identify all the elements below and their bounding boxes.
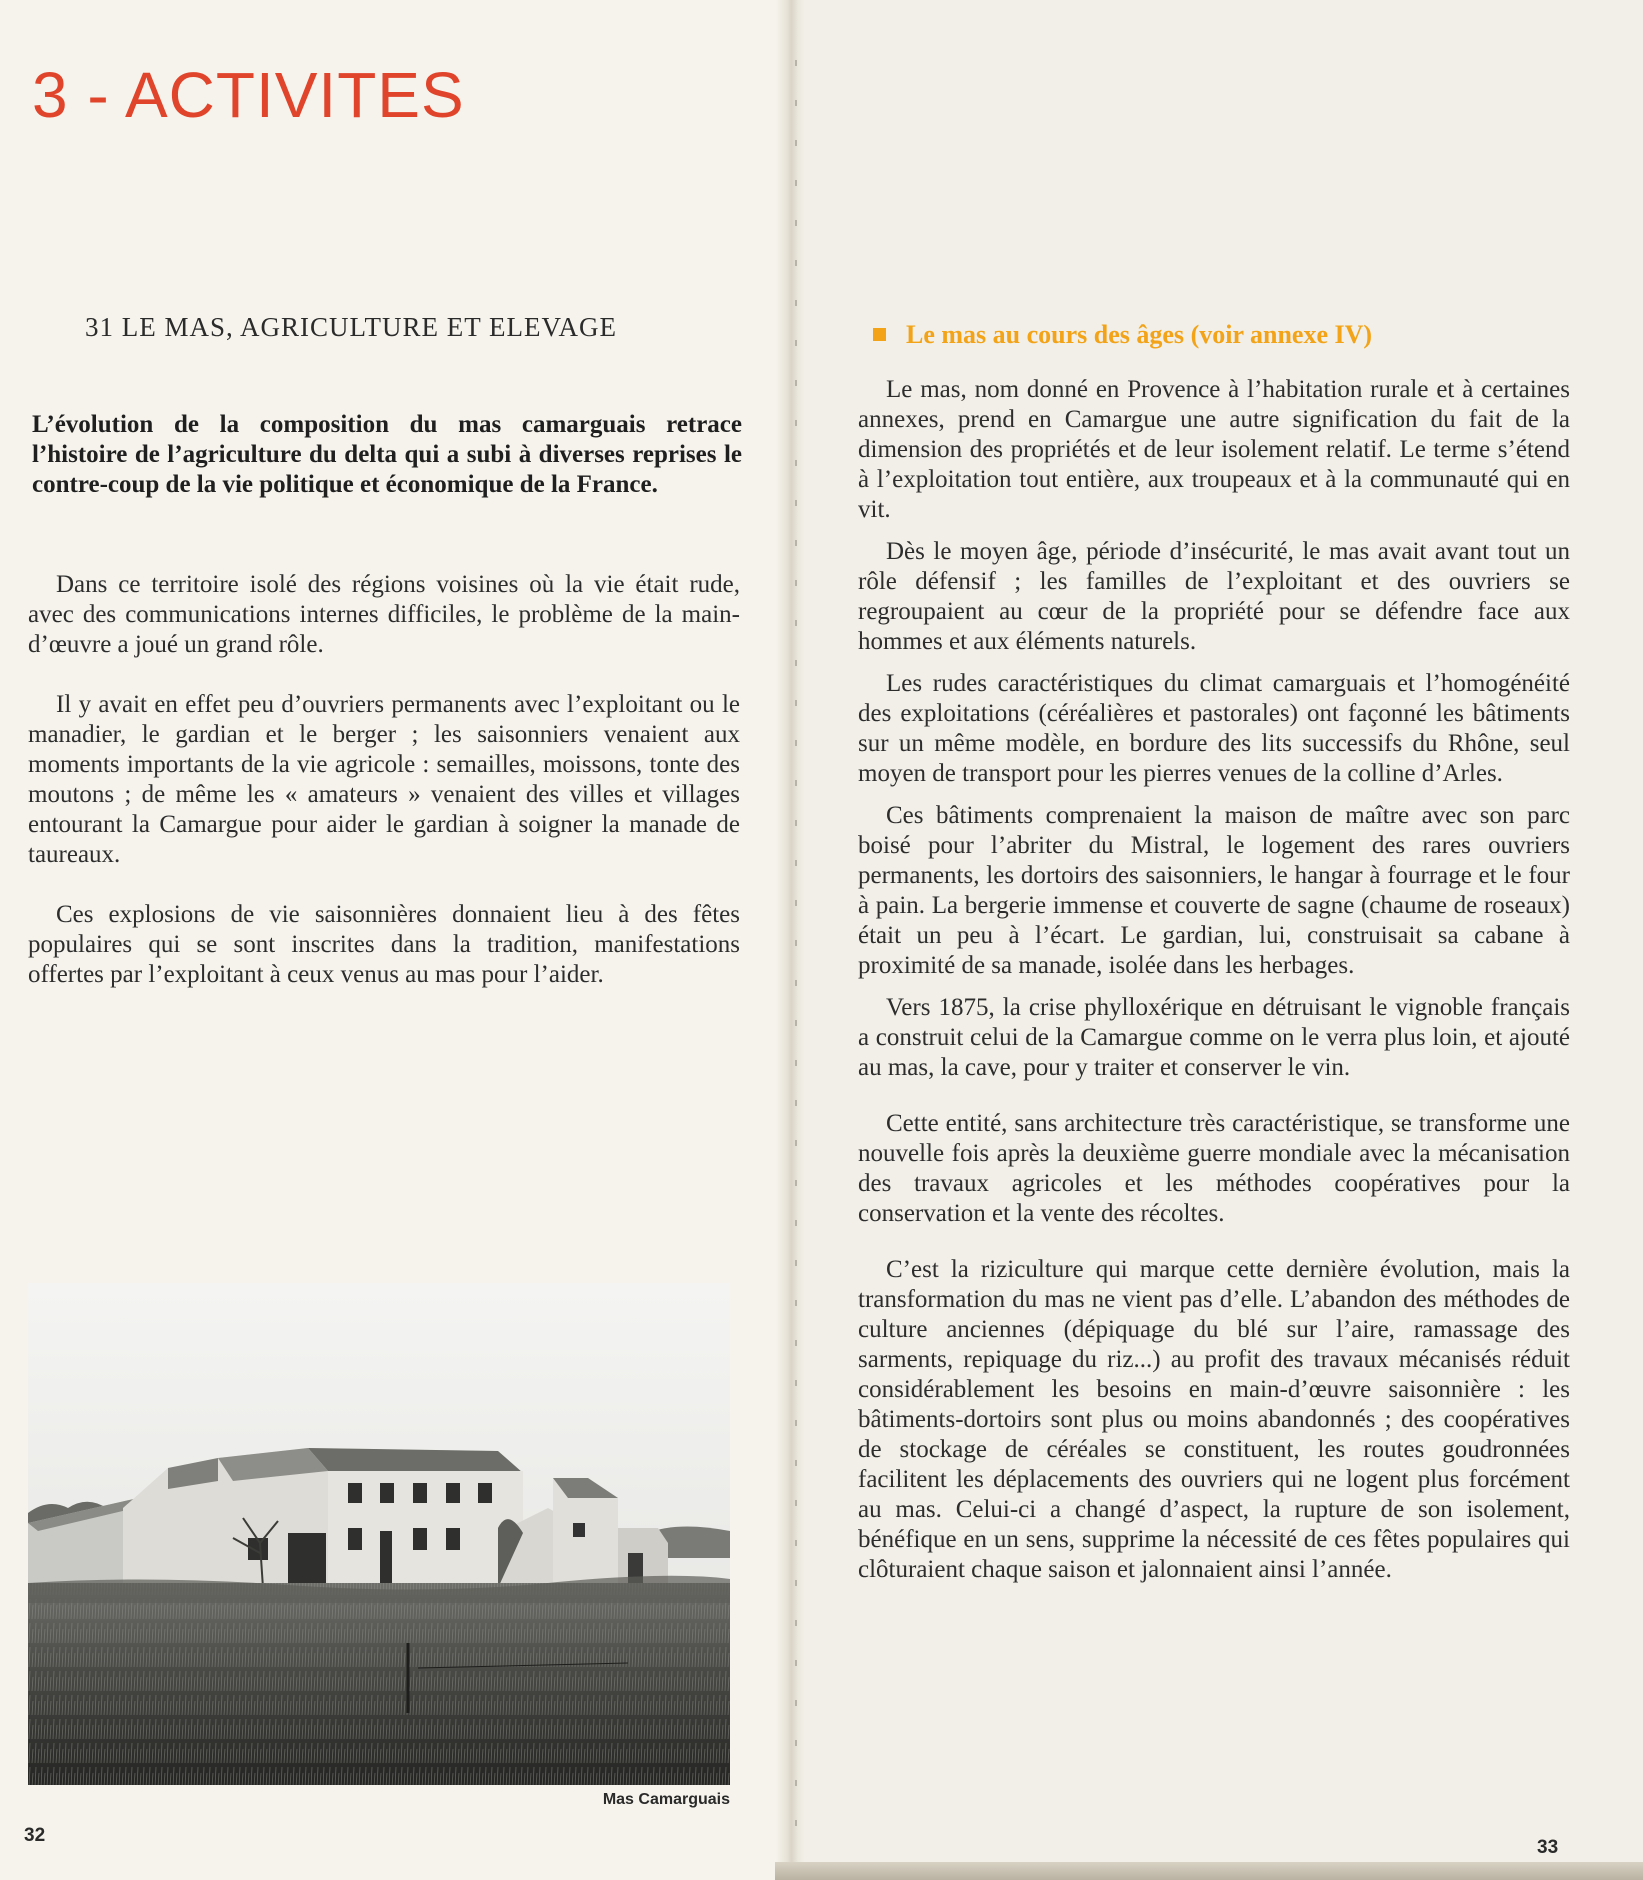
page-number-right: 33 [1537, 1837, 1559, 1858]
binding-marks [795, 60, 797, 1860]
page-number-left: 32 [24, 1825, 46, 1846]
right-body-text [858, 375, 1570, 1597]
subsection-heading: 31 LE MAS, AGRICULTURE ET ELEVAGE [85, 312, 618, 342]
right-heading [873, 320, 1372, 350]
left-body-text [28, 570, 740, 1020]
page-edge [775, 1862, 1643, 1880]
paragraph: Dès le moyen âge, période d’insécurité, le mas avait avant tout un rôle défensif ; les familles de l’exploitant et des ouvriers se regroupaient au cœur de la propriété pour se défendre face aux hommes et aux éléments naturels. [858, 538, 1570, 655]
paragraph: Ces explosions de vie saisonnières donnaient lieu à des fêtes populaires qui se sont inscrites dans la tradition, manifestations offertes par l’exploitant à ceux venus au mas pour l’aider. [28, 901, 740, 988]
photo-caption: Mas Camarguais [602, 1791, 730, 1808]
paragraph: C’est la riziculture qui marque cette dernière évolution, mais la transformation du mas ne vient pas d’elle. L’abandon des méthodes de culture anciennes (dépiquage du blé sur l’aire, ramassage des sarments, repiquage du riz...) au profit des travaux mécanisés réduit considérablement les besoins en main-d’œuvre saisonnière : les bâtiments-dortoirs sont plus ou moins abandonnés ; des coopératives de stockage de céréales se constituent, les routes goudronnées facilitent les déplacements des ouvriers qui ne logent plus forcément au mas. Celui-ci a changé d’aspect, la rupture de son isolement, bénéfique en un sens, supprime la nécessité de ces fêtes populaires qui clôturaient chaque saison et jalonnaient ainsi l’année. [858, 1256, 1570, 1583]
paragraph: Dans ce territoire isolé des régions voisines où la vie était rude, avec des communications internes difficiles, le problème de la main-d’œuvre a joué un grand rôle. [28, 571, 740, 658]
lead-paragraph: L’évolution de la composition du mas camarguais retrace l’histoire de l’agriculture du delta qui a subi à diverses reprises le contre-coup de la vie politique et économique de la France. [32, 411, 742, 498]
book-gutter [776, 0, 804, 1880]
right-heading-title: Le mas au cours des âges [906, 320, 1185, 349]
section-heading: 3 - ACTIVITES [32, 59, 465, 131]
paragraph: Il y avait en effet peu d’ouvriers permanents avec l’exploitant ou le manadier, le gardian et le berger ; les saisonniers venaient aux moments importants de la vie agricole : semailles, moissons, tonte des moutons ; de même les « amateurs » venaient des villes et villages entourant la Camargue pour aider le gardian à soigner la manade de taureaux. [28, 691, 740, 868]
mas-photo [28, 1283, 730, 1785]
right-heading-reference: (voir annexe IV) [1190, 320, 1373, 349]
paragraph: Vers 1875, la crise phylloxérique en détruisant le vignoble français a construit celui de la Camargue comme on le verra plus loin, et ajouté au mas, la cave, pour y traiter et conserver le vin. [858, 994, 1570, 1081]
left-page [0, 0, 790, 1880]
square-bullet-icon [873, 328, 886, 341]
paragraph: Les rudes caractéristiques du climat camarguais et l’homogénéité des exploitations (céréalières et pastorales) ont façonné les bâtiments sur un même modèle, en bordure des lits successifs du Rhône, seul moyen de transport pour les pierres venues de la colline d’Arles. [858, 670, 1570, 787]
paragraph: Le mas, nom donné en Provence à l’habitation rurale et à certaines annexes, prend en Camargue une autre signification du fait de la dimension des propriétés et de leur isolement relatif. Le terme s’étend à l’exploitation tout entière, aux troupeaux et à la communauté qui en vit. [858, 376, 1570, 523]
paragraph: Cette entité, sans architecture très caractéristique, se transforme une nouvelle fois après la deuxième guerre mondiale avec la mécanisation des travaux agricoles et les méthodes coopératives pour la conservation et la vente des récoltes. [858, 1110, 1570, 1227]
paragraph: Ces bâtiments comprenaient la maison de maître avec son parc boisé pour l’abriter du Mistral, le logement des rares ouvriers permanents, les dortoirs des saisonniers, le hangar à fourrage et le four à pain. La bergerie immense et couverte de sagne (chaume de roseaux) était un peu à l’écart. Le gardian, lui, construisait sa cabane à proximité de sa manade, isolée dans les herbages. [858, 802, 1570, 979]
